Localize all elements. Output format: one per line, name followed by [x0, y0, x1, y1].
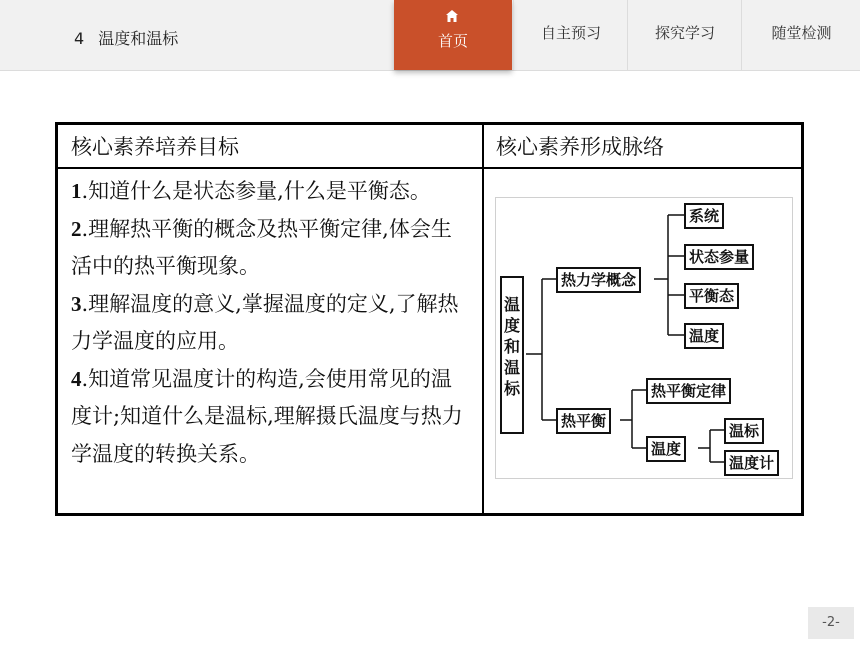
map-leaf-equilibrium: 平衡态: [684, 283, 739, 309]
nav-tab-preview[interactable]: 自主预习: [513, 0, 628, 70]
nav-tab-explore[interactable]: 探究学习: [627, 0, 742, 70]
concept-map: [495, 197, 793, 479]
lesson-number: 4: [74, 29, 85, 48]
map-leaf-equilibrium-law: 热平衡定律: [646, 378, 731, 404]
map-leaf-temperature-2: 温度: [646, 436, 686, 462]
goal-item: 2.理解热平衡的概念及热平衡定律,体会生活中的热平衡现象。: [71, 216, 452, 278]
map-leaf-thermometer: 温度计: [724, 450, 779, 476]
col1-header: 核心素养培养目标: [71, 135, 239, 159]
col2-header: 核心素养形成脉络: [496, 135, 664, 159]
nav-home-label: 首页: [437, 32, 468, 50]
map-root-label: 温度和温标: [503, 295, 520, 398]
goal-item: 4.知道常见温度计的构造,会使用常见的温度计;知道什么是温标,理解摄氏温度与热力学温度的转换关系。: [71, 366, 463, 466]
table-column-divider: [482, 125, 484, 513]
map-leaf-temp-scale: 温标: [724, 418, 764, 444]
top-bar: [0, 0, 860, 71]
content-table: [55, 122, 804, 516]
goal-item: 1.知道什么是状态参量,什么是平衡态。: [71, 179, 431, 203]
goal-item: 3.理解温度的意义,掌握温度的定义,了解热力学温度的应用。: [71, 291, 459, 353]
map-branch-thermal-equilibrium: 热平衡: [556, 408, 611, 434]
map-leaf-temperature: 温度: [684, 323, 724, 349]
lesson-title: [74, 26, 178, 49]
map-leaf-state-params: 状态参量: [684, 244, 754, 270]
nav-home-button[interactable]: [394, 0, 512, 70]
map-root-node: [500, 276, 524, 434]
goals-list: [71, 173, 471, 473]
map-leaf-system: 系统: [684, 203, 724, 229]
map-branch-thermo-concepts: 热力学概念: [556, 267, 641, 293]
page-number: -2-: [808, 607, 854, 639]
lesson-title-text: 温度和温标: [98, 29, 179, 48]
home-icon: [445, 9, 459, 23]
nav-tab-quiz[interactable]: 随堂检测: [741, 0, 860, 70]
